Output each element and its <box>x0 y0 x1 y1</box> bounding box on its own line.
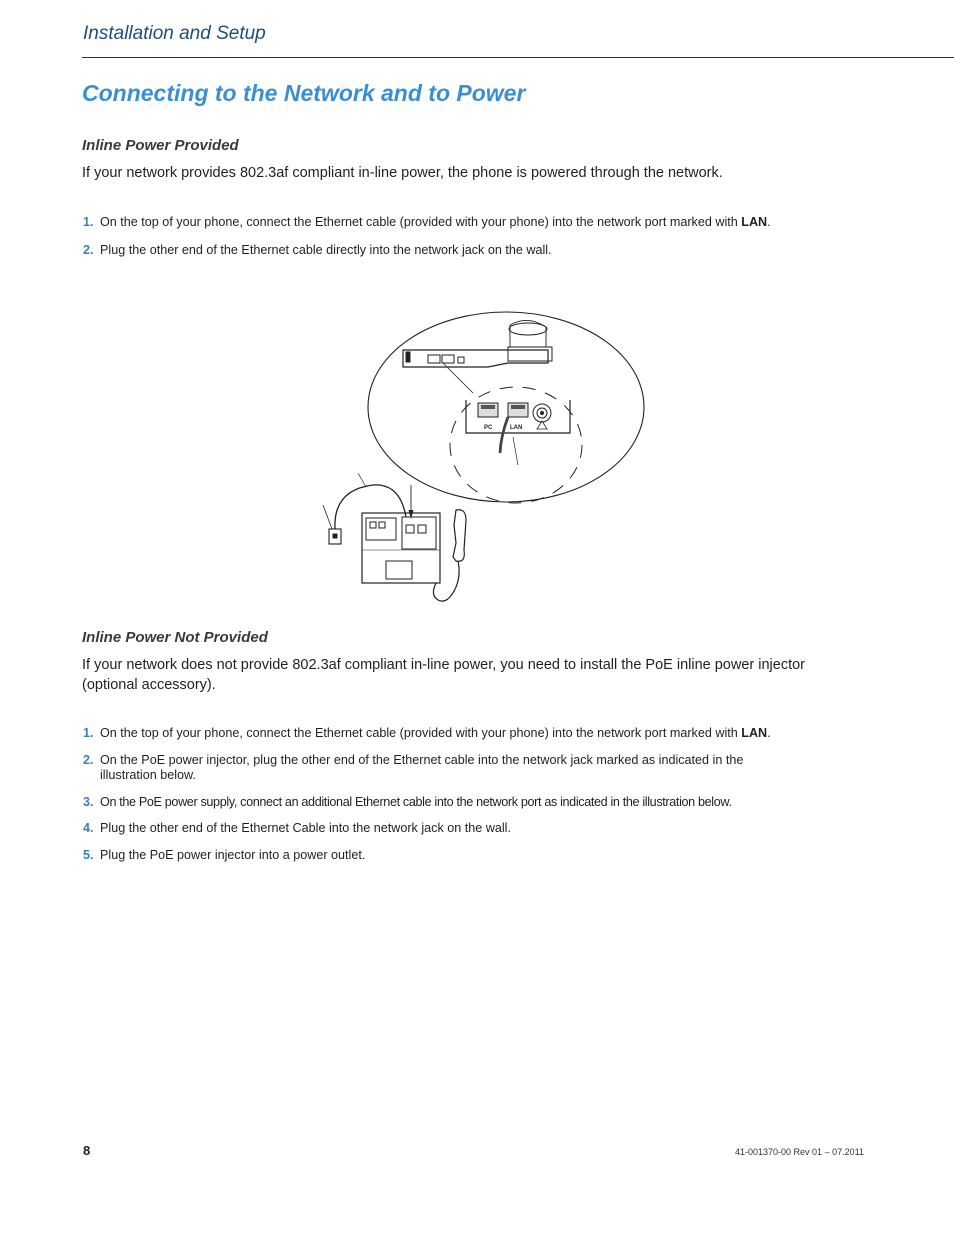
lan-port-label: LAN <box>510 425 523 431</box>
page-title: Connecting to the Network and to Power <box>82 80 526 106</box>
header-rule <box>82 57 954 58</box>
port-closeup <box>466 400 570 465</box>
step-number: 5. <box>83 847 94 862</box>
lan-keyword: LAN <box>741 215 768 229</box>
document-reference: 41-001370-00 Rev 01 – 07.2011 <box>735 1147 864 1157</box>
step-text: On the PoE power injector, plug the other end of the Ethernet cable into the network jack marked as indicated in the illustration below. <box>100 752 744 782</box>
inline-power-not-provided-steps <box>83 726 803 863</box>
list-item <box>83 753 803 784</box>
step-text: Plug the other end of the Ethernet cable directly into the network jack on the wall. <box>100 242 552 257</box>
phone-top-view <box>403 320 552 393</box>
inline-power-provided-heading: Inline Power Provided <box>82 137 239 154</box>
step-number: 1. <box>83 215 94 229</box>
wall-jack <box>323 505 341 544</box>
step-number: 3. <box>83 794 94 809</box>
phone-network-illustration <box>318 305 648 605</box>
inline-power-not-provided-heading: Inline Power Not Provided <box>82 629 268 646</box>
step-number: 2. <box>83 242 94 257</box>
lan-keyword: LAN <box>741 726 768 740</box>
list-item: 1. On the top of your phone, connect the Ethernet cable (provided with your phone) into the network port marked with LAN. <box>83 726 771 740</box>
list-item <box>83 848 803 864</box>
step-text: On the top of your phone, connect the Ethernet cable (provided with your phone) into the network port marked with <box>100 726 738 740</box>
step-text: Plug the other end of the Ethernet Cable into the network jack on the wall. <box>100 821 511 835</box>
step-text: On the PoE power supply, connect an additional Ethernet cable into the network port as indicated in the illustration below. <box>100 794 732 809</box>
step-number: 2. <box>83 752 94 767</box>
running-header: Installation and Setup <box>83 23 266 44</box>
step-text: On the top of your phone, connect the Ethernet cable (provided with your phone) into the network port marked with <box>100 215 738 229</box>
desk-phone <box>362 510 466 601</box>
list-item <box>83 243 803 259</box>
pc-port-label: PC <box>484 425 493 431</box>
inline-power-provided-intro: If your network provides 802.3af compliant in-line power, the phone is powered through the network. <box>82 165 723 181</box>
list-item <box>83 795 803 811</box>
magnify-circle <box>368 312 644 502</box>
list-item <box>83 821 803 837</box>
step-number: 1. <box>83 726 94 740</box>
step-text: Plug the PoE power injector into a power outlet. <box>100 847 366 862</box>
list-item: 1. On the top of your phone, connect the Ethernet cable (provided with your phone) into the network port marked with LAN. <box>83 215 771 229</box>
inline-power-not-provided-intro: If your network does not provide 802.3af compliant in-line power, you need to install the PoE inline power injector (optional accessory). <box>82 657 806 693</box>
page-number: 8 <box>83 1143 91 1158</box>
inline-power-provided-steps <box>83 215 803 258</box>
step-number: 4. <box>83 821 94 835</box>
